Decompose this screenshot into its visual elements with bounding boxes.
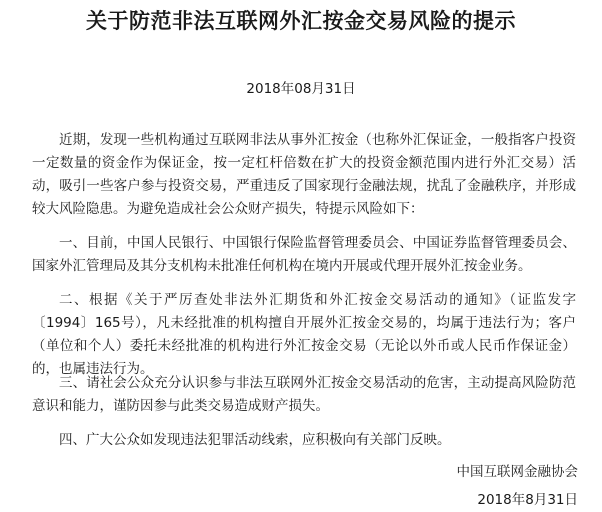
paragraph-intro: 近期，发现一些机构通过互联网非法从事外汇按金（也称外汇保证金，一般指客户投资一定数量的资金作为保证金，按一定杠杆倍数在扩大的投资金额范围内进行外汇交易）活动，吸引一些客户参与投资交易，严重违反了国家现行金融法规，扰乱了金融秩序，并形成较大风险隐患。为避免造成社会公众财产损失，特提示风险如下：	[32, 132, 576, 217]
paragraph-item-4: 四、广大公众如发现违法犯罪活动线索，应积极向有关部门反映。	[59, 432, 451, 448]
document-title: 关于防范非法互联网外汇按金交易风险的提示	[86, 9, 516, 33]
paragraph-item-1: 一、目前，中国人民银行、中国银行保险监督管理委员会、中国证券监督管理委员会、国家外汇管理局及其分支机构未批准任何机构在境内开展或代理开展外汇按金业务。	[32, 235, 576, 274]
paragraph-item-3: 三、请社会公众充分认识参与非法互联网外汇按金交易活动的危害，主动提高风险防范意识和能力，谨防因参与此类交易造成财产损失。	[32, 375, 576, 414]
paragraph-item-2: 二、根据《关于严厉查处非法外汇期货和外汇按金交易活动的通知》（证监发字〔1994〕165号），凡未经批准的机构擅自开展外汇按金交易的，均属于违法行为；客户（单位和个人）委托未经批准的机构进行外汇按金交易（无论以外币或人民币作保证金）的，也属违法行为。	[32, 292, 576, 377]
signature-organization: 中国互联网金融协会	[456, 464, 578, 480]
publish-date: 2018年08月31日	[246, 81, 356, 97]
signature-date: 2018年8月31日	[477, 492, 578, 508]
